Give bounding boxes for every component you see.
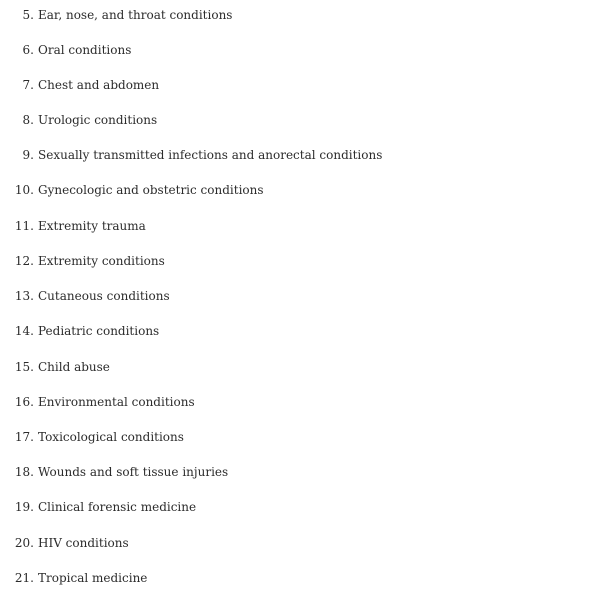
item-title: Toxicological conditions (38, 430, 184, 444)
item-title: Wounds and soft tissue injuries (38, 465, 229, 479)
item-number: 10. (14, 183, 34, 197)
list-item (0, 457, 600, 487)
item-number: 11. (14, 219, 34, 233)
list-item (0, 352, 600, 382)
item-number: 8. (22, 113, 34, 127)
list-item (0, 492, 600, 522)
item-title: Environmental conditions (38, 395, 195, 409)
list-item (0, 281, 600, 311)
list-item (0, 422, 600, 452)
item-title: Ear, nose, and throat conditions (38, 8, 233, 22)
item-number: 9. (22, 148, 34, 162)
item-title: Tropical medicine (38, 571, 148, 585)
item-number: 14. (14, 324, 34, 338)
item-title: Pediatric conditions (38, 324, 160, 338)
item-title: Extremity trauma (38, 219, 146, 233)
list-item (0, 35, 600, 65)
item-number: 5. (22, 8, 34, 22)
item-number: 13. (14, 289, 34, 303)
list-item (0, 211, 600, 241)
item-title: Child abuse (38, 360, 110, 374)
list-item (0, 246, 600, 276)
item-title: Oral conditions (38, 43, 132, 57)
item-title: HIV conditions (38, 536, 129, 550)
list-item (0, 0, 600, 30)
item-title: Gynecologic and obstetric conditions (38, 183, 264, 197)
list-item (0, 563, 600, 593)
item-number: 7. (22, 78, 34, 92)
item-number: 18. (14, 465, 34, 479)
item-title: Sexually transmitted infections and anorectal conditions (38, 148, 383, 162)
list-item (0, 528, 600, 558)
item-number: 21. (14, 571, 34, 585)
item-title: Chest and abdomen (38, 78, 160, 92)
list-item (0, 175, 600, 205)
item-number: 15. (14, 360, 34, 374)
list-item (0, 70, 600, 100)
list-item (0, 316, 600, 346)
item-title: Cutaneous conditions (38, 289, 170, 303)
item-number: 16. (14, 395, 34, 409)
item-title: Clinical forensic medicine (38, 500, 197, 514)
item-number: 6. (22, 43, 34, 57)
list-item (0, 105, 600, 135)
item-number: 19. (14, 500, 34, 514)
item-number: 20. (14, 536, 34, 550)
item-title: Extremity conditions (38, 254, 165, 268)
item-number: 12. (14, 254, 34, 268)
item-number: 17. (14, 430, 34, 444)
list-item (0, 140, 600, 170)
item-title: Urologic conditions (38, 113, 158, 127)
list-item (0, 387, 600, 417)
